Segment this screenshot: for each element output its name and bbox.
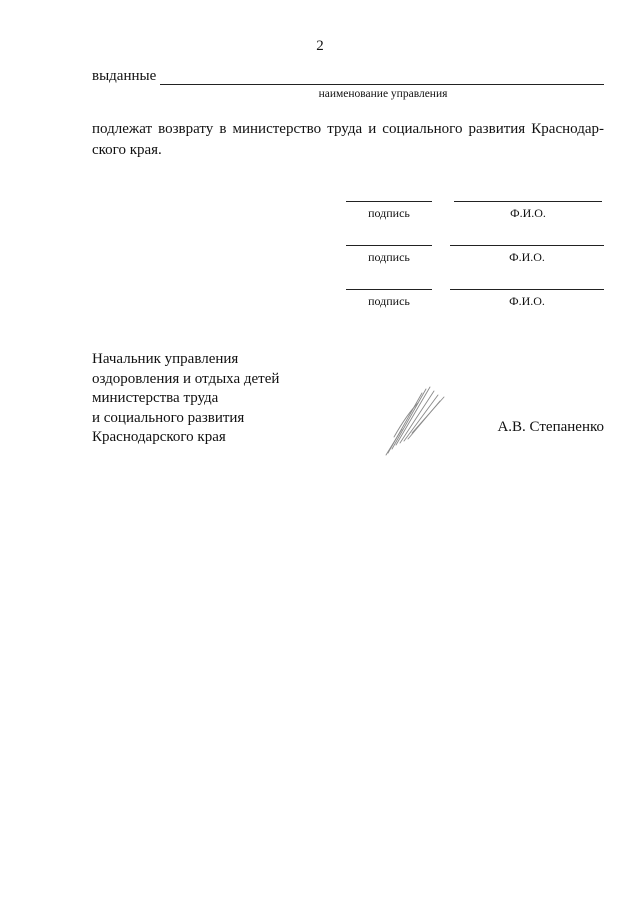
- issued-blank-field: [160, 70, 604, 85]
- signer-name: А.В. Степаненко: [497, 419, 604, 435]
- head-title-block: [92, 350, 352, 448]
- signature-caption: подпись: [368, 294, 410, 308]
- full-name-caption: Ф.И.О.: [509, 250, 545, 264]
- handwritten-signature-icon: [382, 383, 446, 457]
- head-title-line: Краснодарского края: [92, 429, 226, 445]
- head-title-line: министерства труда: [92, 390, 219, 406]
- signature-blank: [346, 289, 432, 290]
- page-number: 2: [316, 38, 324, 54]
- signature-blank: [346, 245, 432, 246]
- signature-caption: подпись: [368, 250, 410, 264]
- issued-word: выданные: [92, 68, 157, 84]
- return-paragraph: подлежат возврату в министерство труда и социального развития Краснодарского края.: [92, 121, 604, 158]
- department-name-caption: наименование управления: [318, 88, 448, 100]
- full-name-caption: Ф.И.О.: [509, 294, 545, 308]
- signature-caption: подпись: [368, 206, 410, 220]
- full-name-blank: [450, 245, 604, 246]
- full-name-blank: [450, 289, 604, 290]
- head-title-line: Начальник управления: [92, 351, 239, 367]
- full-name-caption: Ф.И.О.: [510, 206, 546, 220]
- full-name-blank: [454, 201, 602, 202]
- signature-row: [346, 201, 606, 241]
- head-title-line: оздоровления и отдыха детей: [92, 370, 280, 387]
- signature-row: [346, 245, 606, 285]
- issued-line: [92, 68, 604, 85]
- signature-row: [346, 289, 606, 329]
- head-title-line: и социального развития: [92, 409, 245, 426]
- signature-blank: [346, 201, 432, 202]
